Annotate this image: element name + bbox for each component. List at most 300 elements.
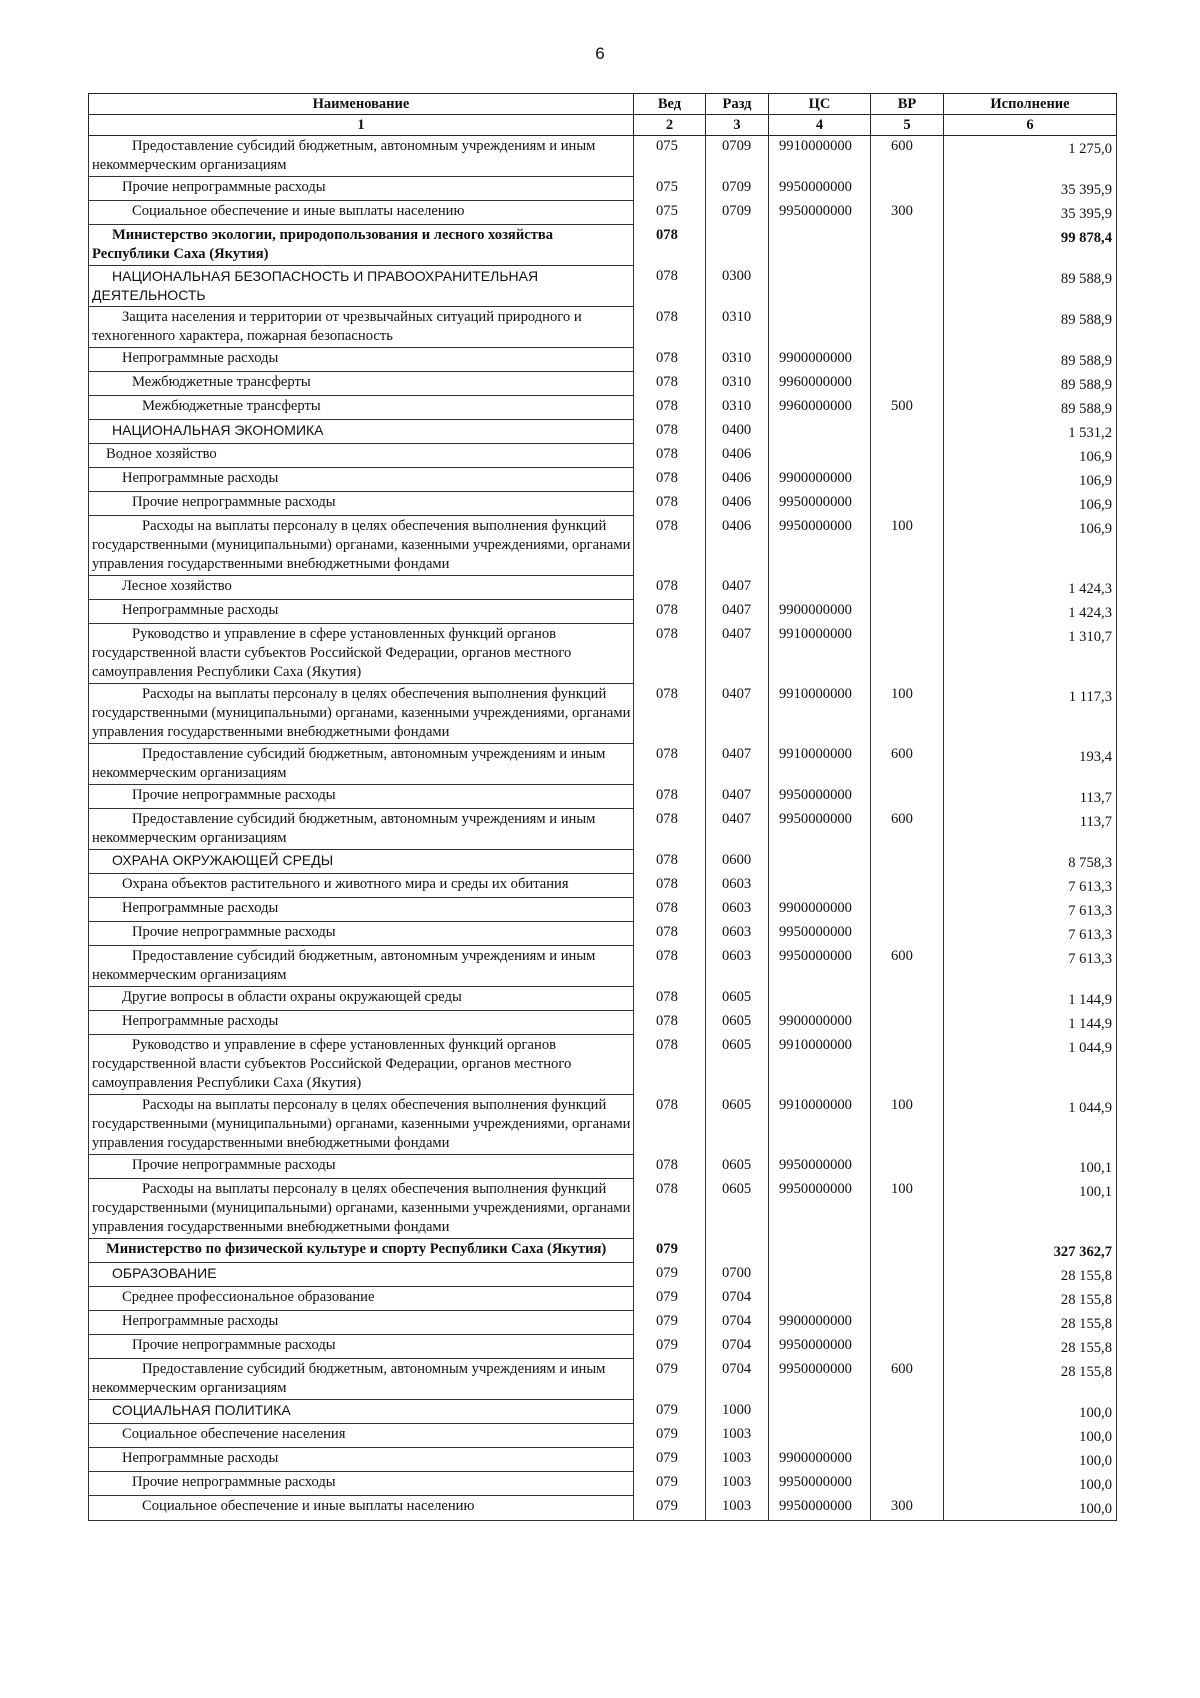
row-ved-code: 078	[634, 1095, 706, 1155]
table-row	[89, 1311, 1117, 1335]
row-execution-amount: 7 613,3	[944, 898, 1117, 922]
row-name: Непрограммные расходы	[89, 1448, 634, 1472]
table-row	[89, 600, 1117, 624]
row-ved-code: 078	[634, 1035, 706, 1095]
row-razd-code: 0300	[706, 266, 769, 307]
row-cs-code: 9950000000	[769, 1335, 871, 1359]
row-vr-code	[871, 1011, 944, 1035]
column-number: 6	[944, 115, 1117, 136]
row-razd-code	[706, 1239, 769, 1263]
row-cs-code: 9900000000	[769, 468, 871, 492]
row-cs-code: 9900000000	[769, 1311, 871, 1335]
row-ved-code: 078	[634, 874, 706, 898]
row-name: Защита населения и территории от чрезвычайных ситуаций природного и техногенного характера, пожарная безопасность	[89, 307, 634, 348]
row-name: Другие вопросы в области охраны окружающей среды	[89, 987, 634, 1011]
row-razd-code: 0310	[706, 348, 769, 372]
row-ved-code: 078	[634, 576, 706, 600]
table-row	[89, 1335, 1117, 1359]
row-execution-amount: 7 613,3	[944, 874, 1117, 898]
row-name: Расходы на выплаты персоналу в целях обеспечения выполнения функций государственными (муниципальными) органами, казенными учреждениями, органами управления государственными внебюджетными фондами	[89, 516, 634, 576]
row-vr-code: 100	[871, 1095, 944, 1155]
row-name: Охрана объектов растительного и животного мира и среды их обитания	[89, 874, 634, 898]
row-vr-code: 300	[871, 1496, 944, 1521]
row-cs-code	[769, 576, 871, 600]
row-vr-code	[871, 1263, 944, 1287]
table-row	[89, 307, 1117, 348]
row-razd-code: 0704	[706, 1335, 769, 1359]
row-name: ОБРАЗОВАНИЕ	[89, 1263, 634, 1287]
row-name: Руководство и управление в сфере установленных функций органов государственной власти субъектов Российской Федерации, органов местного самоуправления Республики Саха (Якутия)	[89, 624, 634, 684]
row-execution-amount: 89 588,9	[944, 348, 1117, 372]
row-vr-code: 100	[871, 1179, 944, 1239]
row-ved-code: 078	[634, 1155, 706, 1179]
row-name: Прочие непрограммные расходы	[89, 785, 634, 809]
row-execution-amount: 1 275,0	[944, 136, 1117, 177]
row-ved-code: 078	[634, 266, 706, 307]
row-execution-amount: 89 588,9	[944, 266, 1117, 307]
row-cs-code	[769, 1263, 871, 1287]
row-razd-code: 0600	[706, 850, 769, 874]
row-execution-amount: 113,7	[944, 785, 1117, 809]
table-row	[89, 444, 1117, 468]
row-cs-code: 9950000000	[769, 922, 871, 946]
row-vr-code	[871, 492, 944, 516]
row-name: Непрограммные расходы	[89, 898, 634, 922]
row-name: Среднее профессиональное образование	[89, 1287, 634, 1311]
row-name: Социальное обеспечение населения	[89, 1424, 634, 1448]
table-row	[89, 1472, 1117, 1496]
row-cs-code: 9960000000	[769, 372, 871, 396]
table-row	[89, 987, 1117, 1011]
row-vr-code	[871, 785, 944, 809]
row-cs-code: 9950000000	[769, 1179, 871, 1239]
row-name: Социальное обеспечение и иные выплаты населению	[89, 1496, 634, 1521]
row-razd-code: 1003	[706, 1472, 769, 1496]
row-vr-code	[871, 1155, 944, 1179]
table-row	[89, 396, 1117, 420]
row-name: Прочие непрограммные расходы	[89, 922, 634, 946]
row-execution-amount: 28 155,8	[944, 1335, 1117, 1359]
row-cs-code	[769, 1287, 871, 1311]
row-vr-code	[871, 576, 944, 600]
row-ved-code: 079	[634, 1335, 706, 1359]
row-razd-code: 1003	[706, 1496, 769, 1521]
table-row	[89, 266, 1117, 307]
table-row	[89, 1400, 1117, 1424]
row-ved-code: 079	[634, 1359, 706, 1400]
row-cs-code: 9950000000	[769, 809, 871, 850]
row-ved-code: 078	[634, 785, 706, 809]
row-cs-code	[769, 266, 871, 307]
row-vr-code	[871, 1472, 944, 1496]
row-razd-code: 0603	[706, 874, 769, 898]
row-razd-code: 0605	[706, 1095, 769, 1155]
row-execution-amount: 7 613,3	[944, 946, 1117, 987]
row-ved-code: 079	[634, 1263, 706, 1287]
row-ved-code: 078	[634, 898, 706, 922]
row-razd-code: 0605	[706, 987, 769, 1011]
row-razd-code: 0406	[706, 444, 769, 468]
row-razd-code: 0603	[706, 922, 769, 946]
row-cs-code: 9950000000	[769, 1359, 871, 1400]
row-razd-code: 0407	[706, 624, 769, 684]
row-vr-code: 600	[871, 136, 944, 177]
row-name: Прочие непрограммные расходы	[89, 1335, 634, 1359]
row-name: Прочие непрограммные расходы	[89, 1155, 634, 1179]
table-row	[89, 1287, 1117, 1311]
column-number: 2	[634, 115, 706, 136]
row-execution-amount: 1 144,9	[944, 987, 1117, 1011]
row-execution-amount: 100,0	[944, 1472, 1117, 1496]
row-ved-code: 078	[634, 516, 706, 576]
row-cs-code	[769, 444, 871, 468]
row-execution-amount: 106,9	[944, 516, 1117, 576]
row-name: Непрограммные расходы	[89, 600, 634, 624]
row-razd-code: 0704	[706, 1359, 769, 1400]
row-vr-code	[871, 468, 944, 492]
row-ved-code: 079	[634, 1448, 706, 1472]
row-vr-code: 600	[871, 744, 944, 785]
table-row	[89, 1448, 1117, 1472]
budget-execution-table	[88, 93, 1117, 1521]
row-razd-code: 1003	[706, 1448, 769, 1472]
row-cs-code	[769, 1239, 871, 1263]
table-row	[89, 1095, 1117, 1155]
row-cs-code: 9950000000	[769, 177, 871, 201]
row-name: ОХРАНА ОКРУЖАЮЩЕЙ СРЕДЫ	[89, 850, 634, 874]
row-name: Прочие непрограммные расходы	[89, 492, 634, 516]
row-razd-code: 0704	[706, 1311, 769, 1335]
table-row	[89, 225, 1117, 266]
table-row	[89, 1424, 1117, 1448]
row-name: Лесное хозяйство	[89, 576, 634, 600]
row-razd-code: 1000	[706, 1400, 769, 1424]
row-razd-code: 0700	[706, 1263, 769, 1287]
row-name: Предоставление субсидий бюджетным, автономным учреждениям и иным некоммерческим организациям	[89, 1359, 634, 1400]
table-row	[89, 1263, 1117, 1287]
page-number: 6	[595, 44, 605, 63]
table-row	[89, 420, 1117, 444]
table-row	[89, 785, 1117, 809]
row-execution-amount: 1 044,9	[944, 1035, 1117, 1095]
row-vr-code	[871, 266, 944, 307]
row-razd-code: 0605	[706, 1011, 769, 1035]
row-vr-code	[871, 1239, 944, 1263]
row-name: Министерство экологии, природопользования и лесного хозяйства Республики Саха (Якутия)	[89, 225, 634, 266]
row-vr-code	[871, 600, 944, 624]
row-cs-code: 9900000000	[769, 348, 871, 372]
row-execution-amount: 1 310,7	[944, 624, 1117, 684]
table-row	[89, 201, 1117, 225]
row-name: Предоставление субсидий бюджетным, автономным учреждениям и иным некоммерческим организациям	[89, 136, 634, 177]
row-ved-code: 078	[634, 744, 706, 785]
row-ved-code: 075	[634, 201, 706, 225]
table-row	[89, 946, 1117, 987]
row-name: Водное хозяйство	[89, 444, 634, 468]
row-vr-code	[871, 1287, 944, 1311]
row-ved-code: 079	[634, 1424, 706, 1448]
column-number: 1	[89, 115, 634, 136]
row-vr-code: 100	[871, 516, 944, 576]
row-execution-amount: 1 144,9	[944, 1011, 1117, 1035]
row-name: НАЦИОНАЛЬНАЯ ЭКОНОМИКА	[89, 420, 634, 444]
row-execution-amount: 35 395,9	[944, 177, 1117, 201]
table-row	[89, 492, 1117, 516]
row-razd-code	[706, 225, 769, 266]
row-name: Расходы на выплаты персоналу в целях обеспечения выполнения функций государственными (муниципальными) органами, казенными учреждениями, органами управления государственными внебюджетными фондами	[89, 1095, 634, 1155]
row-razd-code: 0603	[706, 946, 769, 987]
row-ved-code: 078	[634, 922, 706, 946]
column-number: 5	[871, 115, 944, 136]
row-cs-code: 9900000000	[769, 1011, 871, 1035]
row-name: СОЦИАЛЬНАЯ ПОЛИТИКА	[89, 1400, 634, 1424]
row-ved-code: 079	[634, 1472, 706, 1496]
row-vr-code	[871, 1035, 944, 1095]
row-vr-code	[871, 1335, 944, 1359]
row-vr-code	[871, 1400, 944, 1424]
row-name: НАЦИОНАЛЬНАЯ БЕЗОПАСНОСТЬ И ПРАВООХРАНИТЕЛЬНАЯ ДЕЯТЕЛЬНОСТЬ	[89, 266, 634, 307]
row-razd-code: 0704	[706, 1287, 769, 1311]
row-razd-code: 0407	[706, 684, 769, 744]
row-cs-code: 9950000000	[769, 1472, 871, 1496]
row-cs-code	[769, 420, 871, 444]
row-razd-code: 0605	[706, 1179, 769, 1239]
row-cs-code: 9960000000	[769, 396, 871, 420]
row-execution-amount: 100,0	[944, 1424, 1117, 1448]
row-execution-amount: 1 044,9	[944, 1095, 1117, 1155]
table-row	[89, 874, 1117, 898]
row-vr-code: 300	[871, 201, 944, 225]
row-ved-code: 078	[634, 348, 706, 372]
table-row	[89, 809, 1117, 850]
row-cs-code: 9910000000	[769, 624, 871, 684]
row-name: Расходы на выплаты персоналу в целях обеспечения выполнения функций государственными (муниципальными) органами, казенными учреждениями, органами управления государственными внебюджетными фондами	[89, 1179, 634, 1239]
row-vr-code	[871, 922, 944, 946]
row-name: Прочие непрограммные расходы	[89, 1472, 634, 1496]
row-name: Министерство по физической культуре и спорту Республики Саха (Якутия)	[89, 1239, 634, 1263]
row-name: Прочие непрограммные расходы	[89, 177, 634, 201]
row-ved-code: 078	[634, 420, 706, 444]
row-name: Непрограммные расходы	[89, 1011, 634, 1035]
row-ved-code: 078	[634, 396, 706, 420]
row-execution-amount: 28 155,8	[944, 1311, 1117, 1335]
row-execution-amount: 35 395,9	[944, 201, 1117, 225]
row-execution-amount: 99 878,4	[944, 225, 1117, 266]
row-vr-code	[871, 444, 944, 468]
row-execution-amount: 327 362,7	[944, 1239, 1117, 1263]
header-row	[89, 94, 1117, 115]
row-execution-amount: 7 613,3	[944, 922, 1117, 946]
table-row	[89, 136, 1117, 177]
row-ved-code: 078	[634, 987, 706, 1011]
row-vr-code: 100	[871, 684, 944, 744]
row-razd-code: 0605	[706, 1035, 769, 1095]
row-razd-code: 0407	[706, 576, 769, 600]
table-row	[89, 1359, 1117, 1400]
table-body	[89, 136, 1117, 1521]
table-row	[89, 177, 1117, 201]
column-number: 4	[769, 115, 871, 136]
row-ved-code: 078	[634, 444, 706, 468]
row-ved-code: 078	[634, 624, 706, 684]
row-execution-amount: 1 531,2	[944, 420, 1117, 444]
row-cs-code: 9910000000	[769, 136, 871, 177]
row-execution-amount: 89 588,9	[944, 396, 1117, 420]
row-vr-code	[871, 225, 944, 266]
row-cs-code: 9910000000	[769, 684, 871, 744]
row-execution-amount: 100,0	[944, 1496, 1117, 1521]
row-name: Межбюджетные трансферты	[89, 372, 634, 396]
row-execution-amount: 1 424,3	[944, 576, 1117, 600]
row-ved-code: 078	[634, 684, 706, 744]
row-cs-code	[769, 850, 871, 874]
row-cs-code: 9900000000	[769, 600, 871, 624]
column-number: 3	[706, 115, 769, 136]
table-row	[89, 850, 1117, 874]
row-ved-code: 079	[634, 1287, 706, 1311]
table-row	[89, 1035, 1117, 1095]
row-ved-code: 079	[634, 1496, 706, 1521]
row-razd-code: 0603	[706, 898, 769, 922]
row-vr-code: 600	[871, 809, 944, 850]
row-ved-code: 079	[634, 1400, 706, 1424]
row-ved-code: 078	[634, 850, 706, 874]
row-razd-code: 0605	[706, 1155, 769, 1179]
row-razd-code: 0406	[706, 492, 769, 516]
row-cs-code: 9950000000	[769, 516, 871, 576]
row-razd-code: 0310	[706, 372, 769, 396]
table-row	[89, 922, 1117, 946]
row-name: Руководство и управление в сфере установленных функций органов государственной власти субъектов Российской Федерации, органов местного самоуправления Республики Саха (Якутия)	[89, 1035, 634, 1095]
table-row	[89, 898, 1117, 922]
column-number-row	[89, 115, 1117, 136]
row-ved-code: 078	[634, 946, 706, 987]
row-razd-code: 0709	[706, 201, 769, 225]
row-ved-code: 075	[634, 136, 706, 177]
row-cs-code: 9950000000	[769, 1496, 871, 1521]
row-razd-code: 0406	[706, 468, 769, 492]
row-vr-code	[871, 348, 944, 372]
table-row	[89, 468, 1117, 492]
row-razd-code: 0310	[706, 396, 769, 420]
header-name: Наименование	[89, 94, 634, 115]
row-razd-code: 0406	[706, 516, 769, 576]
row-ved-code: 078	[634, 492, 706, 516]
row-razd-code: 0407	[706, 744, 769, 785]
row-razd-code: 0407	[706, 809, 769, 850]
row-vr-code	[871, 372, 944, 396]
row-cs-code: 9950000000	[769, 1155, 871, 1179]
row-name: Межбюджетные трансферты	[89, 396, 634, 420]
row-vr-code	[871, 1448, 944, 1472]
row-cs-code	[769, 225, 871, 266]
row-execution-amount: 106,9	[944, 492, 1117, 516]
row-ved-code: 079	[634, 1239, 706, 1263]
row-ved-code: 078	[634, 307, 706, 348]
row-razd-code: 1003	[706, 1424, 769, 1448]
row-ved-code: 078	[634, 1011, 706, 1035]
row-name: Непрограммные расходы	[89, 1311, 634, 1335]
row-vr-code	[871, 177, 944, 201]
row-cs-code: 9950000000	[769, 201, 871, 225]
table-row	[89, 744, 1117, 785]
row-vr-code: 600	[871, 1359, 944, 1400]
row-vr-code	[871, 987, 944, 1011]
row-vr-code	[871, 307, 944, 348]
row-cs-code	[769, 874, 871, 898]
row-execution-amount: 89 588,9	[944, 372, 1117, 396]
header-ved: Вед	[634, 94, 706, 115]
header-cs: ЦС	[769, 94, 871, 115]
row-name: Предоставление субсидий бюджетным, автономным учреждениям и иным некоммерческим организациям	[89, 809, 634, 850]
row-ved-code: 075	[634, 177, 706, 201]
header-razd: Разд	[706, 94, 769, 115]
row-ved-code: 078	[634, 809, 706, 850]
row-cs-code: 9950000000	[769, 492, 871, 516]
table-row	[89, 624, 1117, 684]
row-cs-code	[769, 1424, 871, 1448]
row-execution-amount: 28 155,8	[944, 1287, 1117, 1311]
row-execution-amount: 1 424,3	[944, 600, 1117, 624]
row-vr-code	[871, 1311, 944, 1335]
row-execution-amount: 193,4	[944, 744, 1117, 785]
row-cs-code: 9950000000	[769, 785, 871, 809]
row-cs-code	[769, 1400, 871, 1424]
row-cs-code: 9910000000	[769, 1035, 871, 1095]
row-execution-amount: 1 117,3	[944, 684, 1117, 744]
row-name: Предоставление субсидий бюджетным, автономным учреждениям и иным некоммерческим организациям	[89, 946, 634, 987]
header-vr: ВР	[871, 94, 944, 115]
row-name: Расходы на выплаты персоналу в целях обеспечения выполнения функций государственными (муниципальными) органами, казенными учреждениями, органами управления государственными внебюджетными фондами	[89, 684, 634, 744]
row-execution-amount: 89 588,9	[944, 307, 1117, 348]
row-vr-code: 500	[871, 396, 944, 420]
table-row	[89, 348, 1117, 372]
row-name: Непрограммные расходы	[89, 468, 634, 492]
row-razd-code: 0709	[706, 177, 769, 201]
table-row	[89, 684, 1117, 744]
row-vr-code	[871, 898, 944, 922]
row-ved-code: 078	[634, 372, 706, 396]
row-ved-code: 078	[634, 468, 706, 492]
row-ved-code: 078	[634, 1179, 706, 1239]
row-name: Непрограммные расходы	[89, 348, 634, 372]
table-row	[89, 576, 1117, 600]
row-razd-code: 0400	[706, 420, 769, 444]
row-vr-code	[871, 850, 944, 874]
row-ved-code: 078	[634, 600, 706, 624]
table-row	[89, 1011, 1117, 1035]
row-vr-code	[871, 874, 944, 898]
row-cs-code: 9910000000	[769, 744, 871, 785]
row-cs-code: 9900000000	[769, 1448, 871, 1472]
row-razd-code: 0407	[706, 600, 769, 624]
table-row	[89, 516, 1117, 576]
row-vr-code	[871, 1424, 944, 1448]
row-razd-code: 0709	[706, 136, 769, 177]
row-cs-code: 9910000000	[769, 1095, 871, 1155]
row-cs-code	[769, 987, 871, 1011]
row-vr-code	[871, 420, 944, 444]
header-execution: Исполнение	[944, 94, 1117, 115]
row-execution-amount: 100,0	[944, 1448, 1117, 1472]
row-ved-code: 078	[634, 225, 706, 266]
row-cs-code: 9900000000	[769, 898, 871, 922]
row-vr-code: 600	[871, 946, 944, 987]
row-name: Предоставление субсидий бюджетным, автономным учреждениям и иным некоммерческим организациям	[89, 744, 634, 785]
table-row	[89, 1179, 1117, 1239]
row-execution-amount: 100,1	[944, 1179, 1117, 1239]
table-row	[89, 1496, 1117, 1521]
